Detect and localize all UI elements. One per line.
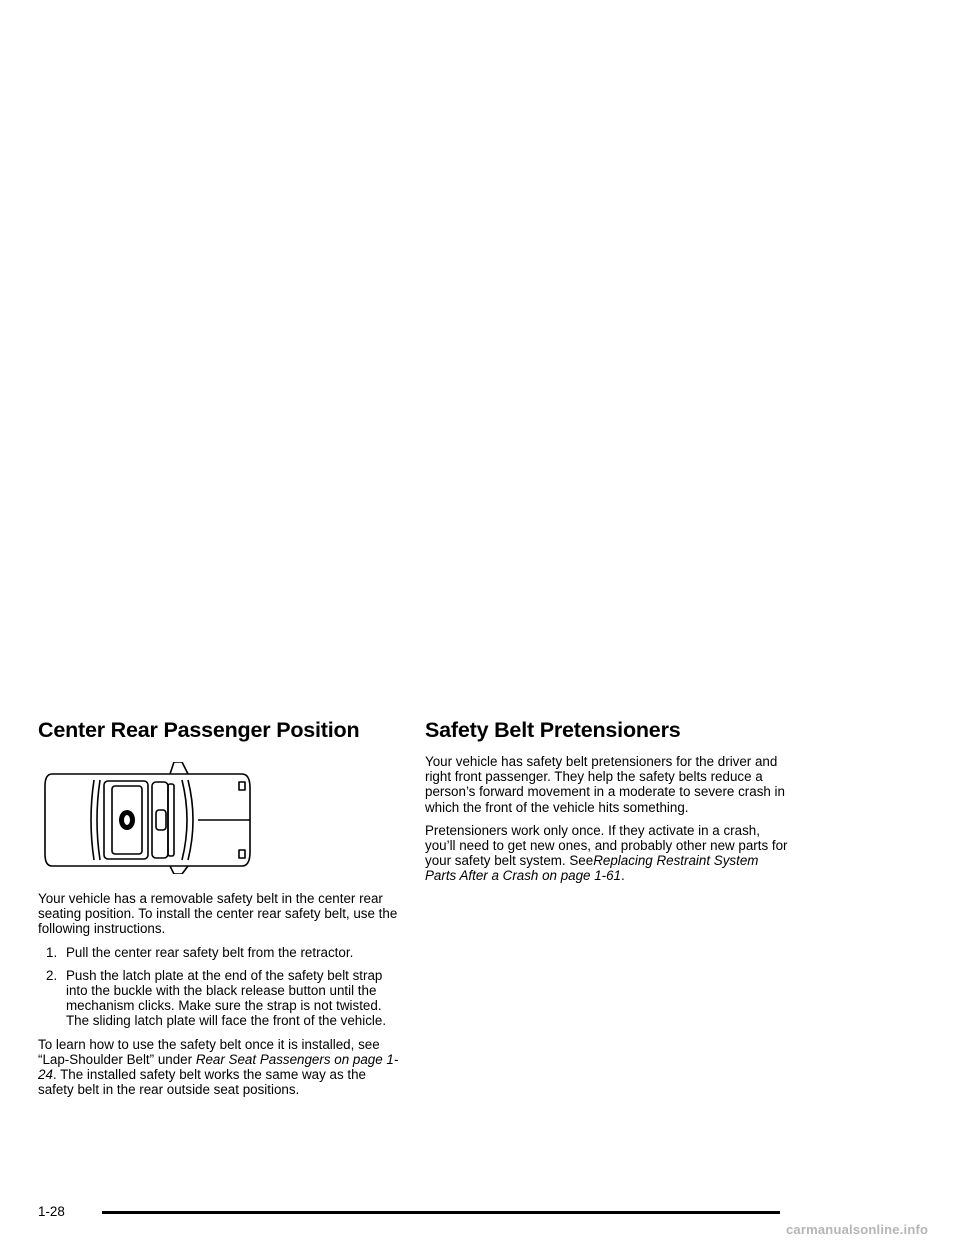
step-number: 1.: [46, 944, 58, 960]
vehicle-top-view-center-seat-icon: [42, 762, 252, 874]
footer-rule: [102, 1211, 780, 1214]
pretensioner-paragraph-2: [425, 823, 790, 884]
step-number: 2.: [46, 967, 58, 983]
outro-paragraph: [38, 1037, 403, 1098]
watermark: carmanualsonline.info: [786, 1222, 929, 1237]
section-heading-center-rear: Center Rear Passenger Position: [38, 718, 360, 742]
list-item: [38, 945, 403, 960]
step-text: Pull the center rear safety belt from the retractor.: [66, 944, 354, 960]
para2-text-a: Pretensioners work only once. If they activate in a crash, you’ll need to get new ones, and probably other new parts for your safety belt system. See: [425, 822, 788, 869]
right-column: [425, 716, 790, 892]
list-item: [38, 968, 403, 1029]
cross-reference-link[interactable]: Rear Seat Passengers on page 1-24: [38, 1051, 399, 1083]
pretensioner-paragraph-1: Your vehicle has safety belt pretensioners for the driver and right front passenger. They help the safety belts reduce a person’s forward movement in a moderate to severe crash in which the front of the vehicle hits something.: [425, 754, 785, 815]
cross-reference-link[interactable]: Replacing Restraint System Parts After a Crash on page 1-61: [425, 853, 759, 884]
intro-paragraph: Your vehicle has a removable safety belt in the center rear seating position. To install the center rear safety belt, use the following instructions.: [38, 891, 398, 937]
outro-text-b: . The installed safety belt works the same way as the safety belt in the rear outside seat positions.: [38, 1067, 367, 1098]
page-number: 1-28: [38, 1204, 65, 1219]
section-heading-pretensioners: Safety Belt Pretensioners: [425, 718, 681, 742]
para2-text-b: .: [621, 868, 625, 884]
left-column: [38, 716, 403, 1105]
outro-text-a: To learn how to use the safety belt once it is installed, see “Lap-Shoulder Belt” under: [38, 1036, 380, 1067]
step-text: Push the latch plate at the end of the safety belt strap into the buckle with the black release button until the mechanism clicks. Make sure the strap is not twisted. The sliding latch plate will face the front of the vehicle.: [66, 967, 387, 1029]
instruction-list: [38, 945, 403, 1029]
